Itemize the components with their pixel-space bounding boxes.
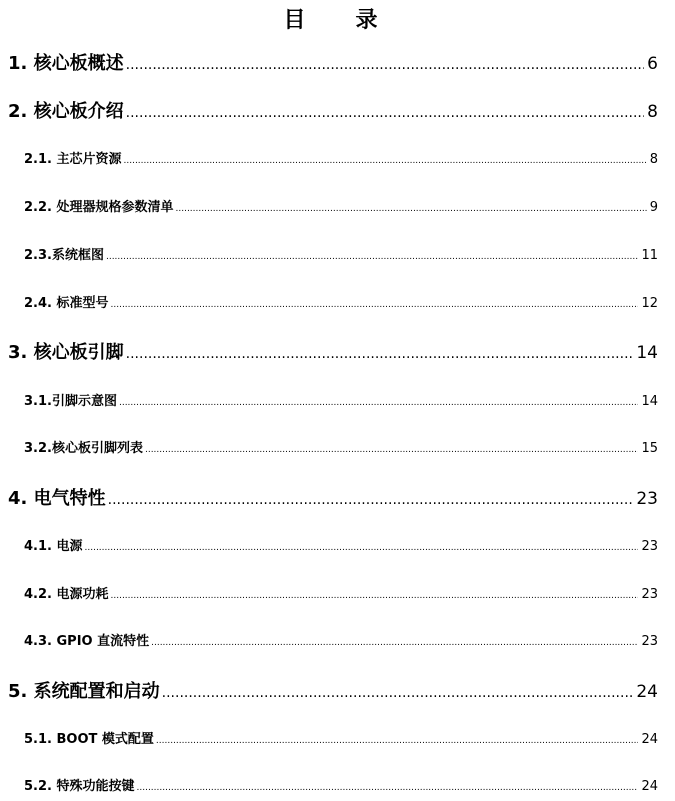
toc-entry-label: 2.3.系统框图	[24, 248, 104, 263]
toc-leader-dots	[124, 151, 647, 171]
toc-leader-dots	[156, 731, 639, 751]
toc-entry-label: 4.3. GPIO 直流特性	[24, 634, 150, 649]
toc-page-number: 23	[641, 634, 658, 649]
toc-page-number: 8	[647, 102, 658, 122]
toc-entry-4[interactable]	[8, 486, 658, 513]
toc-entry-4-2[interactable]	[24, 585, 658, 606]
toc-entry-2[interactable]	[8, 99, 658, 126]
toc-entry-label: 5. 系统配置和启动	[8, 681, 160, 702]
toc-leader-dots	[111, 295, 639, 315]
toc-entry-label: 2.1. 主芯片资源	[24, 152, 122, 167]
toc-page-number: 12	[641, 296, 658, 311]
toc-entry-label: 2.2. 处理器规格参数清单	[24, 200, 174, 215]
toc-entry-label: 3.1.引脚示意图	[24, 394, 117, 409]
toc-page-number: 23	[641, 539, 658, 554]
toc-page-number: 24	[636, 682, 658, 702]
toc-page-number: 9	[649, 200, 658, 215]
toc-entry-label: 2. 核心板介绍	[8, 101, 124, 122]
toc-page-number: 6	[647, 54, 658, 74]
toc-entry-label: 4. 电气特性	[8, 488, 106, 509]
toc-entry-3-2[interactable]	[24, 439, 658, 460]
toc-page-number: 8	[649, 152, 658, 167]
toc-entry-3[interactable]	[8, 340, 658, 367]
toc-entry-label: 4.1. 电源	[24, 539, 83, 554]
toc-entry-4-3[interactable]	[24, 632, 658, 653]
toc-entry-label: 3.2.核心板引脚列表	[24, 441, 143, 456]
toc-entry-label: 4.2. 电源功耗	[24, 587, 109, 602]
toc-leader-dots	[126, 100, 645, 126]
toc-entry-label: 1. 核心板概述	[8, 53, 124, 74]
toc-page-number: 15	[641, 441, 658, 456]
toc-leader-dots	[151, 633, 638, 653]
toc-leader-dots	[85, 538, 639, 558]
toc-entry-label: 5.1. BOOT 模式配置	[24, 732, 154, 747]
toc-leader-dots	[106, 247, 638, 267]
toc-leader-dots	[119, 393, 638, 413]
toc-title: 目 录	[283, 8, 392, 33]
toc-leader-dots	[137, 778, 639, 798]
toc-entry-label: 2.4. 标准型号	[24, 296, 109, 311]
toc-leader-dots	[111, 586, 639, 606]
toc-entry-5[interactable]	[8, 679, 658, 706]
toc-entry-label: 5.2. 特殊功能按键	[24, 779, 135, 794]
toc-entry-3-1[interactable]	[24, 392, 658, 413]
toc-page-number: 24	[641, 779, 658, 794]
toc-entry-2-4[interactable]	[24, 294, 658, 315]
toc-leader-dots	[145, 440, 638, 460]
toc-entry-5-2[interactable]	[24, 777, 658, 798]
toc-page-number: 24	[641, 732, 658, 747]
toc-entry-2-2[interactable]	[24, 198, 658, 219]
toc-entry-5-1[interactable]	[24, 730, 658, 751]
toc-leader-dots	[162, 680, 634, 706]
toc-entry-1[interactable]	[8, 51, 658, 78]
toc-leader-dots	[126, 341, 634, 367]
toc-leader-dots	[108, 487, 634, 513]
toc-page-number: 14	[641, 394, 658, 409]
toc-entry-2-3[interactable]	[24, 246, 658, 267]
toc-page-number: 11	[641, 248, 658, 263]
toc-entry-4-1[interactable]	[24, 537, 658, 558]
toc-page-number: 23	[636, 489, 658, 509]
toc-entry-label: 3. 核心板引脚	[8, 342, 124, 363]
toc-leader-dots	[126, 52, 645, 78]
toc-leader-dots	[176, 199, 647, 219]
toc-page-number: 14	[636, 343, 658, 363]
toc-entry-2-1[interactable]	[24, 150, 658, 171]
toc-page-number: 23	[641, 587, 658, 602]
